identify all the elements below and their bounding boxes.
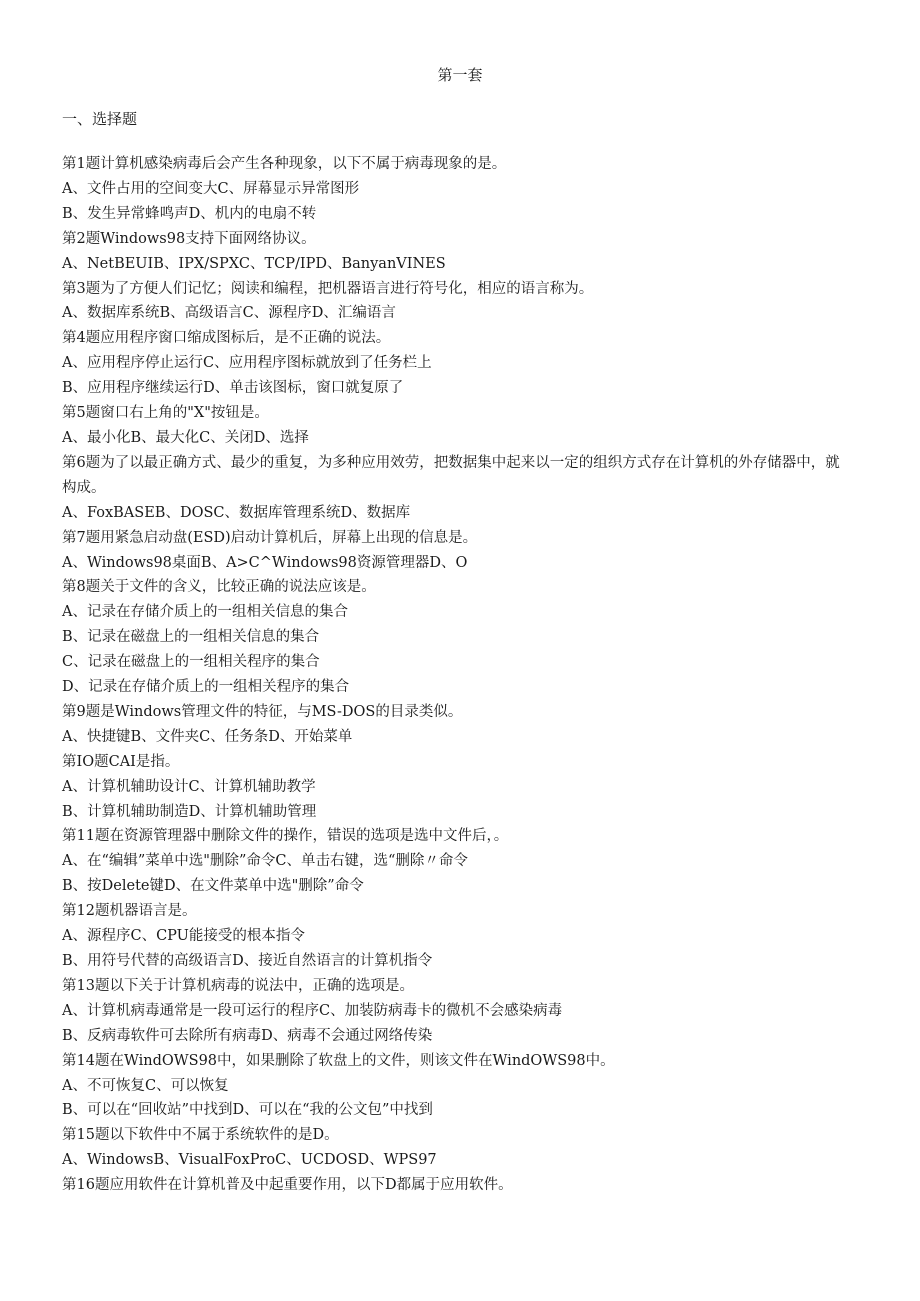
page-title: 第一套 [437, 66, 483, 84]
question-10-options-bd: B、计算机辅助制造D、计算机辅助管理 [62, 803, 317, 820]
question-11-options-ac: A、在“编辑”菜单中选"删除”命令C、单击右键，选“删除〃命令 [62, 853, 468, 870]
question-8-option-d: D、记录在存储介质上的一组相关程序的集合 [62, 679, 350, 696]
question-3: 第3题为了方便人们记忆；阅读和编程，把机器语言进行符号化，相应的语言称为。 [62, 280, 594, 297]
question-12: 第12题机器语言是。 [62, 903, 197, 920]
question-10-options-ac: A、计算机辅助设计C、计算机辅助教学 [62, 778, 316, 795]
question-13-options-ac: A、计算机病毒通常是一段可运行的程序C、加装防病毒卡的微机不会感染病毒 [62, 1002, 563, 1019]
question-8-option-b: B、记录在磁盘上的一组相关信息的集合 [62, 629, 320, 646]
question-1-options-bd: B、发生异常蜂鸣声D、机内的电扇不转 [62, 205, 317, 222]
question-5: 第5题窗口右上角的"X"按钮是。 [62, 405, 269, 422]
question-list [62, 152, 852, 1198]
question-14: 第14题在WindOWS98中，如果删除了软盘上的文件，则该文件在WindOWS98中。 [62, 1052, 615, 1069]
question-6: 第6题为了以最正确方式、最少的重复，为多种应用效劳，把数据集中起来以一定的组织方式存在计算机的外存储器中，就构成。 [62, 454, 840, 496]
question-14-options-ac: A、不可恢复C、可以恢复 [62, 1077, 229, 1094]
question-12-options-ac: A、源程序C、CPU能接受的根本指令 [62, 928, 305, 945]
question-11-options-bd: B、按Delete键D、在文件菜单中选"删除”命令 [62, 878, 364, 895]
question-1: 第1题计算机感染病毒后会产生各种现象，以下不属于病毒现象的是。 [62, 156, 507, 172]
question-5-options: A、最小化B、最大化C、关闭D、选择 [62, 429, 309, 446]
question-15-options: A、WindowsB、VisualFoxProC、UCDOSD、WPS97 [62, 1152, 437, 1169]
question-3-options: A、数据库系统B、高级语言C、源程序D、汇编语言 [62, 305, 396, 322]
question-10: 第IO题CAI是指。 [62, 753, 180, 770]
question-9: 第9题是Windows管理文件的特征，与MS-DOS的目录类似。 [62, 703, 463, 720]
question-13-options-bd: B、反病毒软件可去除所有病毒D、病毒不会通过网络传染 [62, 1027, 433, 1044]
question-7-options: A、Windows98桌面B、A>C^Windows98资源管理器D、O [62, 554, 468, 571]
question-8: 第8题关于文件的含义，比较正确的说法应该是。 [62, 579, 376, 596]
question-1-options-ac: A、文件占用的空间变大C、屏幕显示异常图形 [62, 180, 360, 197]
question-6-options: A、FoxBASEB、DOSC、数据库管理系统D、数据库 [62, 504, 411, 521]
question-14-options-bd: B、可以在“回收站”中找到D、可以在“我的公文包”中找到 [62, 1102, 433, 1119]
question-9-options: A、快捷键B、文件夹C、任务条D、开始菜单 [62, 728, 353, 745]
section-heading: 一、选择题 [62, 110, 138, 128]
question-8-option-c: C、记录在磁盘上的一组相关程序的集合 [62, 654, 320, 671]
question-4-options-bd: B、应用程序继续运行D、单击该图标，窗口就复原了 [62, 380, 404, 397]
question-7: 第7题用紧急启动盘(ESD)启动计算机后，屏幕上出现的信息是。 [62, 529, 478, 546]
question-15: 第15题以下软件中不属于系统软件的是D。 [62, 1127, 339, 1144]
question-11: 第11题在资源管理器中删除文件的操作，错误的选项是选中文件后，。 [62, 828, 509, 845]
question-4-options-ac: A、应用程序停止运行C、应用程序图标就放到了任务栏上 [62, 355, 432, 372]
question-12-options-bd: B、用符号代替的高级语言D、接近自然语言的计算机指令 [62, 953, 433, 969]
question-8-option-a: A、记录在存储介质上的一组相关信息的集合 [62, 604, 348, 621]
question-2-options: A、NetBEUIB、IPX/SPXC、TCP/IPD、BanyanVINES [62, 255, 446, 272]
question-4: 第4题应用程序窗口缩成图标后，是不正确的说法。 [62, 330, 391, 347]
question-2: 第2题Windows98支持下面网络协议。 [62, 230, 316, 247]
question-13: 第13题以下关于计算机病毒的说法中，正确的选项是。 [62, 977, 414, 994]
question-16: 第16题应用软件在计算机普及中起重要作用，以下D都属于应用软件。 [62, 1177, 513, 1194]
